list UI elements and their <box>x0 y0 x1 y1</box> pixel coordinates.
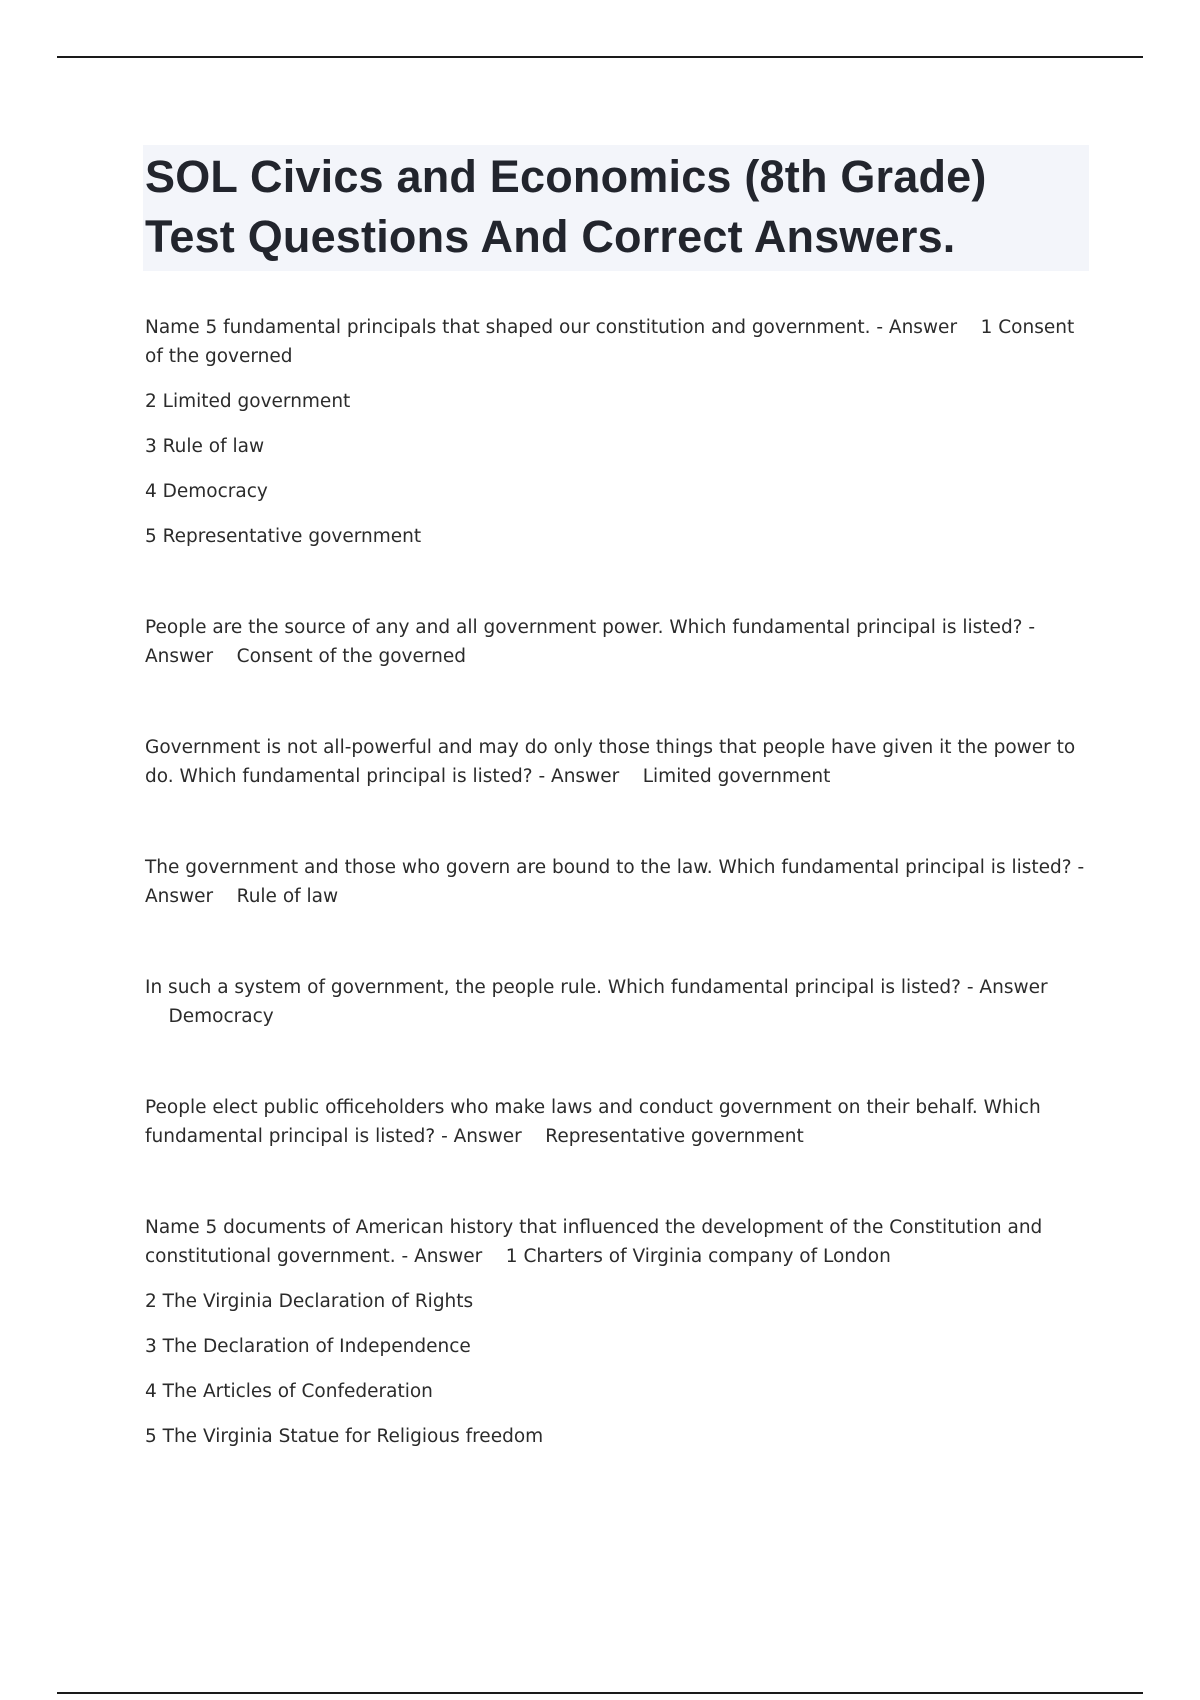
qa-item <box>145 733 1089 791</box>
answer-text: Representative government <box>545 1126 804 1147</box>
question-text: Government is not all-powerful and may do only those things that people have given it the power to do. Which fundamental principal is listed? - Answer <box>145 737 1076 787</box>
document-page <box>145 145 1089 1451</box>
qa-text <box>145 313 1089 371</box>
answer-text: 1 Consent of the governed <box>145 317 1075 367</box>
qa-text <box>145 613 1089 671</box>
top-rule <box>57 56 1143 58</box>
qa-item <box>145 1213 1089 1451</box>
question-text: The government and those who govern are bound to the law. Which fundamental principal is listed? - Answer <box>145 857 1085 907</box>
qa-item <box>145 313 1089 551</box>
qa-item <box>145 973 1089 1031</box>
answer-text: Consent of the governed <box>236 646 466 667</box>
question-text: Name 5 fundamental principals that shaped our constitution and government. - Answer <box>145 317 958 338</box>
list-item: 4 The Articles of Confederation <box>145 1381 433 1402</box>
qa-text <box>145 733 1089 791</box>
bottom-rule <box>57 1692 1143 1694</box>
question-text: People elect public officeholders who make laws and conduct government on their behalf. Which fundamental principal is listed? - Answer <box>145 1097 1041 1147</box>
question-text: Name 5 documents of American history that influenced the development of the Constitution and constitutional government. - Answer <box>145 1217 1043 1267</box>
title-line-2: Test Questions And Correct Answers. <box>145 211 956 262</box>
answer-text: Democracy <box>168 1006 274 1027</box>
list-item: 3 The Declaration of Independence <box>145 1336 471 1357</box>
title-line-1: SOL Civics and Economics (8th Grade) <box>145 151 987 202</box>
qa-text <box>145 973 1089 1031</box>
document-title <box>145 147 1083 267</box>
qa-text <box>145 1093 1089 1151</box>
answer-text: Limited government <box>642 766 831 787</box>
answer-text: Rule of law <box>236 886 339 907</box>
qa-content <box>145 313 1089 1451</box>
list-item: 3 Rule of law <box>145 436 265 457</box>
qa-text <box>145 853 1089 911</box>
list-item: 2 The Virginia Declaration of Rights <box>145 1291 474 1312</box>
qa-text <box>145 1213 1089 1271</box>
qa-item <box>145 853 1089 911</box>
answer-text: 1 Charters of Virginia company of London <box>505 1246 891 1267</box>
list-item: 2 Limited government <box>145 391 351 412</box>
list-item: 4 Democracy <box>145 481 268 502</box>
qa-item <box>145 613 1089 671</box>
list-item: 5 The Virginia Statue for Religious freedom <box>145 1426 544 1447</box>
list-item: 5 Representative government <box>145 526 422 547</box>
question-text: People are the source of any and all government power. Which fundamental principal is listed? - Answer <box>145 617 1036 667</box>
question-text: In such a system of government, the people rule. Which fundamental principal is listed? - Answer <box>145 977 1048 998</box>
title-block <box>143 145 1089 271</box>
qa-item <box>145 1093 1089 1151</box>
